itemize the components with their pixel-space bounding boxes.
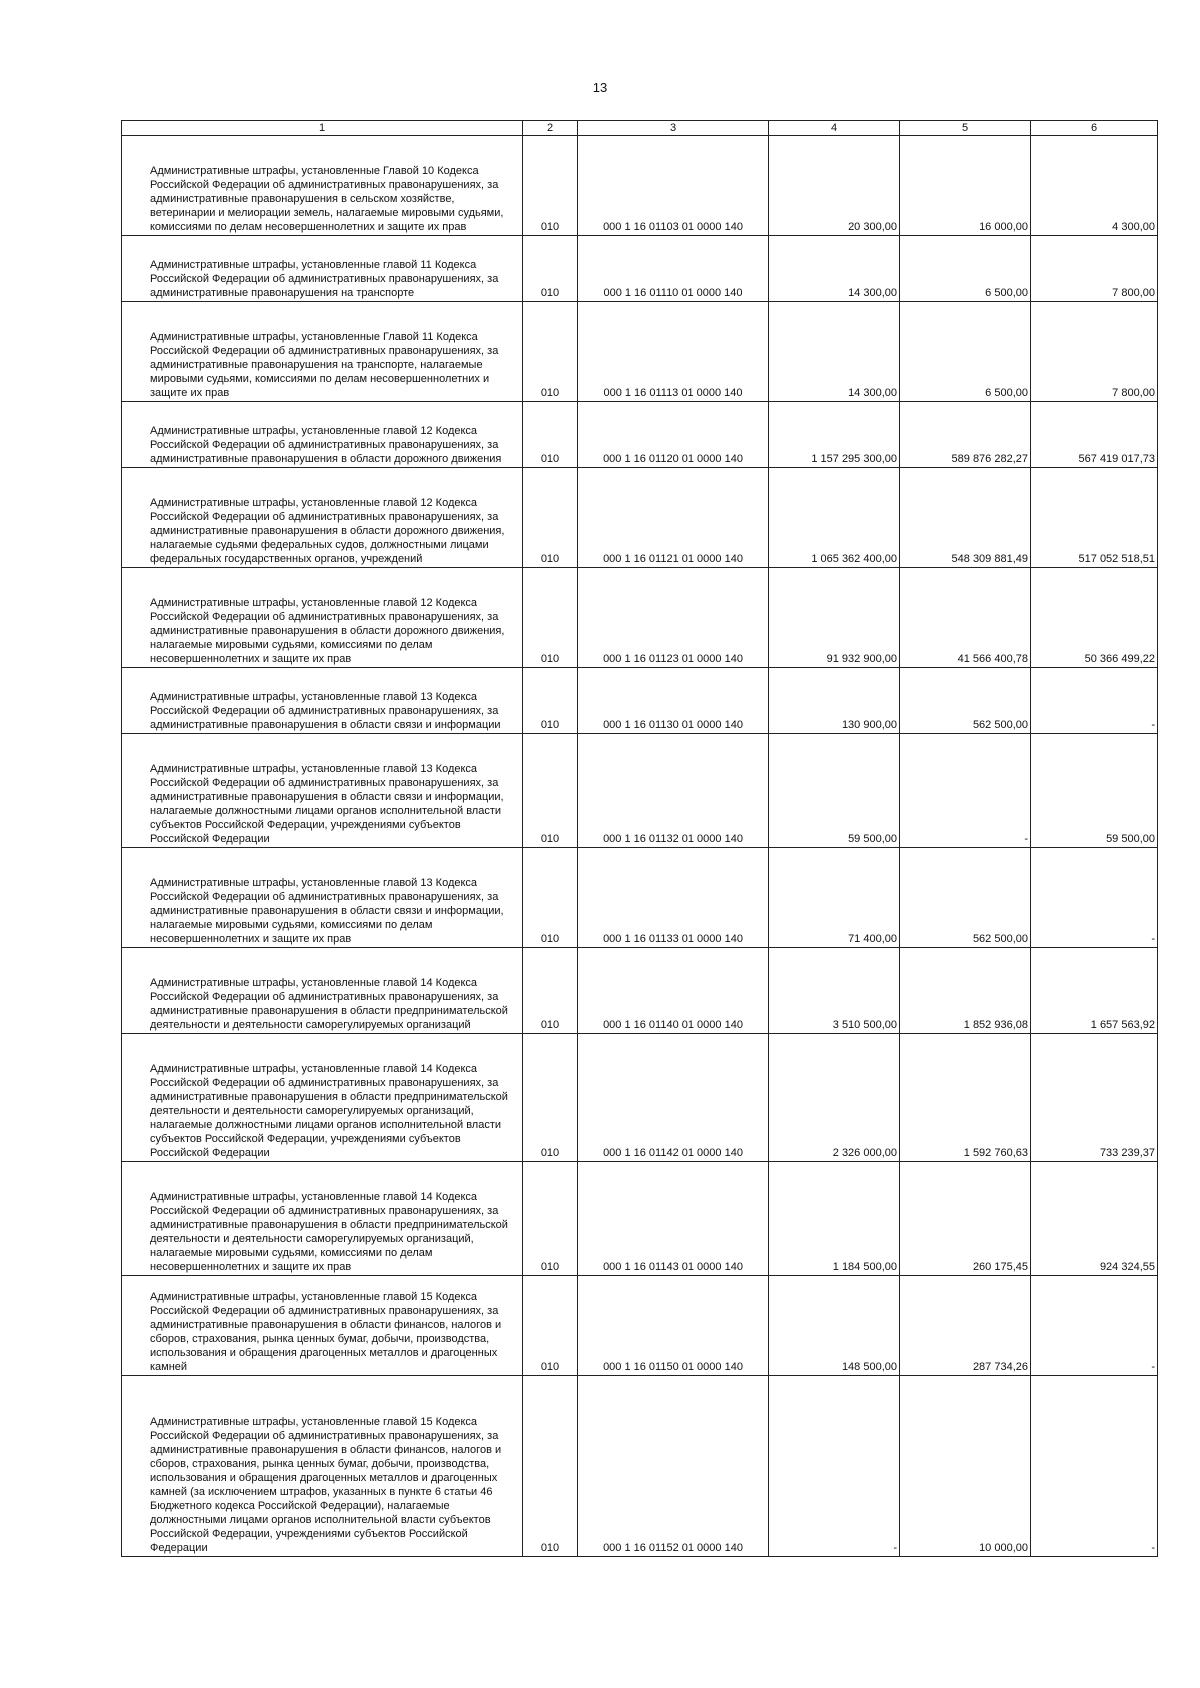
- row-col-4-value: -: [769, 1376, 900, 1557]
- row-col-6-value: -: [1031, 848, 1158, 948]
- row-col-5-value: 10 000,00: [900, 1376, 1031, 1557]
- row-line-code: 010: [523, 1376, 578, 1557]
- row-col-6-value: 7 800,00: [1031, 236, 1158, 302]
- header-col-4: 4: [769, 121, 900, 136]
- page-number: 13: [592, 80, 608, 95]
- header-col-5: 5: [900, 121, 1031, 136]
- table-row: [122, 1034, 1158, 1162]
- table-row: [122, 468, 1158, 568]
- row-budget-code: 000 1 16 01152 01 0000 140: [578, 1376, 769, 1557]
- row-description: Административные штрафы, установленные главой 15 Кодекса Российской Федерации об административных правонарушениях, за административные правонарушения в области финансов, налогов и сборов, страхования, рынка ценных бумаг, добычи, производства, использования и обращения драгоценных металлов и драгоценных камней (за исключением штрафов, указанных в пункте 6 статьи 46 Бюджетного кодекса Российской Федерации), налагаемые должностными лицами органов исполнительной власти субъектов Российской Федерации, учреждениями субъектов Российской Федерации: [122, 1376, 523, 1557]
- header-col-1: 1: [122, 121, 523, 136]
- row-description: Административные штрафы, установленные главой 13 Кодекса Российской Федерации об административных правонарушениях, за административные правонарушения в области связи и информации, налагаемые должностными лицами органов исполнительной власти субъектов Российской Федерации, учреждениями субъектов Российской Федерации: [122, 734, 523, 848]
- row-col-5-value: 6 500,00: [900, 302, 1031, 402]
- table-row: [122, 734, 1158, 848]
- table-row: [122, 668, 1158, 734]
- row-col-5-value: 562 500,00: [900, 668, 1031, 734]
- table-row: [122, 568, 1158, 668]
- row-line-code: 010: [523, 1162, 578, 1276]
- row-col-4-value: 148 500,00: [769, 1276, 900, 1376]
- header-col-6: 6: [1031, 121, 1158, 136]
- row-description: Административные штрафы, установленные главой 14 Кодекса Российской Федерации об административных правонарушениях, за административные правонарушения в области предпринимательской деятельности и деятельности саморегулируемых организаций, налагаемые мировыми судьями, комиссиями по делам несовершеннолетних и защите их прав: [122, 1162, 523, 1276]
- row-col-4-value: 14 300,00: [769, 236, 900, 302]
- row-line-code: 010: [523, 236, 578, 302]
- row-line-code: 010: [523, 568, 578, 668]
- row-budget-code: 000 1 16 01120 01 0000 140: [578, 402, 769, 468]
- row-col-4-value: 130 900,00: [769, 668, 900, 734]
- row-col-6-value: -: [1031, 1276, 1158, 1376]
- row-col-4-value: 91 932 900,00: [769, 568, 900, 668]
- row-col-6-value: 7 800,00: [1031, 302, 1158, 402]
- row-col-5-value: 16 000,00: [900, 136, 1031, 236]
- row-description: Административные штрафы, установленные главой 12 Кодекса Российской Федерации об административных правонарушениях, за административные правонарушения в области дорожного движения, налагаемые судьями федеральных судов, должностными лицами федеральных государственных органов, учреждений: [122, 468, 523, 568]
- table-row: [122, 1162, 1158, 1276]
- row-col-5-value: 589 876 282,27: [900, 402, 1031, 468]
- row-budget-code: 000 1 16 01132 01 0000 140: [578, 734, 769, 848]
- row-line-code: 010: [523, 668, 578, 734]
- row-description: Административные штрафы, установленные главой 12 Кодекса Российской Федерации об административных правонарушениях, за административные правонарушения в области дорожного движения: [122, 402, 523, 468]
- report-table: [121, 120, 1158, 1557]
- row-col-5-value: -: [900, 734, 1031, 848]
- row-description: Административные штрафы, установленные главой 15 Кодекса Российской Федерации об административных правонарушениях, за административные правонарушения в области финансов, налогов и сборов, страхования, рынка ценных бумаг, добычи, производства, использования и обращения драгоценных металлов и драгоценных камней: [122, 1276, 523, 1376]
- header-col-3: 3: [578, 121, 769, 136]
- row-col-5-value: 1 592 760,63: [900, 1034, 1031, 1162]
- row-budget-code: 000 1 16 01142 01 0000 140: [578, 1034, 769, 1162]
- row-col-5-value: 562 500,00: [900, 848, 1031, 948]
- table-row: [122, 1276, 1158, 1376]
- table-row: [122, 402, 1158, 468]
- row-col-6-value: -: [1031, 1376, 1158, 1557]
- row-description: Административные штрафы, установленные главой 12 Кодекса Российской Федерации об административных правонарушениях, за административные правонарушения в области дорожного движения, налагаемые мировыми судьями, комиссиями по делам несовершеннолетних и защите их прав: [122, 568, 523, 668]
- row-col-4-value: 2 326 000,00: [769, 1034, 900, 1162]
- row-description: Административные штрафы, установленные главой 11 Кодекса Российской Федерации об административных правонарушениях, за административные правонарушения на транспорте: [122, 236, 523, 302]
- row-budget-code: 000 1 16 01150 01 0000 140: [578, 1276, 769, 1376]
- row-col-6-value: 1 657 563,92: [1031, 948, 1158, 1034]
- row-col-4-value: 1 065 362 400,00: [769, 468, 900, 568]
- row-line-code: 010: [523, 948, 578, 1034]
- row-col-5-value: 548 309 881,49: [900, 468, 1031, 568]
- row-col-5-value: 287 734,26: [900, 1276, 1031, 1376]
- table-row: [122, 1376, 1158, 1557]
- row-col-5-value: 260 175,45: [900, 1162, 1031, 1276]
- row-budget-code: 000 1 16 01121 01 0000 140: [578, 468, 769, 568]
- row-description: Административные штрафы, установленные главой 14 Кодекса Российской Федерации об административных правонарушениях, за административные правонарушения в области предпринимательской деятельности и деятельности саморегулируемых организаций, налагаемые должностными лицами органов исполнительной власти субъектов Российской Федерации, учреждениями субъектов Российской Федерации: [122, 1034, 523, 1162]
- row-col-5-value: 6 500,00: [900, 236, 1031, 302]
- row-col-4-value: 1 184 500,00: [769, 1162, 900, 1276]
- row-line-code: 010: [523, 402, 578, 468]
- row-col-4-value: 3 510 500,00: [769, 948, 900, 1034]
- row-col-4-value: 71 400,00: [769, 848, 900, 948]
- row-col-6-value: 59 500,00: [1031, 734, 1158, 848]
- row-col-4-value: 14 300,00: [769, 302, 900, 402]
- table-body: [122, 136, 1158, 1557]
- row-col-5-value: 41 566 400,78: [900, 568, 1031, 668]
- row-col-6-value: 50 366 499,22: [1031, 568, 1158, 668]
- row-line-code: 010: [523, 302, 578, 402]
- row-col-5-value: 1 852 936,08: [900, 948, 1031, 1034]
- row-description: Административные штрафы, установленные главой 14 Кодекса Российской Федерации об административных правонарушениях, за административные правонарушения в области предпринимательской деятельности и деятельности саморегулируемых организаций: [122, 948, 523, 1034]
- row-col-6-value: 924 324,55: [1031, 1162, 1158, 1276]
- row-description: Административные штрафы, установленные главой 13 Кодекса Российской Федерации об административных правонарушениях, за административные правонарушения в области связи и информации, налагаемые мировыми судьями, комиссиями по делам несовершеннолетних и защите их прав: [122, 848, 523, 948]
- row-col-4-value: 59 500,00: [769, 734, 900, 848]
- row-budget-code: 000 1 16 01130 01 0000 140: [578, 668, 769, 734]
- row-line-code: 010: [523, 1034, 578, 1162]
- row-budget-code: 000 1 16 01143 01 0000 140: [578, 1162, 769, 1276]
- row-description: Административные штрафы, установленные Главой 11 Кодекса Российской Федерации об административных правонарушениях, за административные правонарушения на транспорте, налагаемые мировыми судьями, комиссиями по делам несовершеннолетних и защите их прав: [122, 302, 523, 402]
- row-col-6-value: 733 239,37: [1031, 1034, 1158, 1162]
- row-col-4-value: 20 300,00: [769, 136, 900, 236]
- row-budget-code: 000 1 16 01140 01 0000 140: [578, 948, 769, 1034]
- row-budget-code: 000 1 16 01133 01 0000 140: [578, 848, 769, 948]
- table-row: [122, 948, 1158, 1034]
- row-line-code: 010: [523, 734, 578, 848]
- header-col-2: 2: [523, 121, 578, 136]
- row-line-code: 010: [523, 468, 578, 568]
- row-description: Административные штрафы, установленные главой 13 Кодекса Российской Федерации об административных правонарушениях, за административные правонарушения в области связи и информации: [122, 668, 523, 734]
- row-budget-code: 000 1 16 01113 01 0000 140: [578, 302, 769, 402]
- table-row: [122, 302, 1158, 402]
- row-col-6-value: 4 300,00: [1031, 136, 1158, 236]
- row-col-6-value: 517 052 518,51: [1031, 468, 1158, 568]
- row-budget-code: 000 1 16 01110 01 0000 140: [578, 236, 769, 302]
- row-col-4-value: 1 157 295 300,00: [769, 402, 900, 468]
- row-col-6-value: 567 419 017,73: [1031, 402, 1158, 468]
- row-budget-code: 000 1 16 01103 01 0000 140: [578, 136, 769, 236]
- table-row: [122, 848, 1158, 948]
- row-description: Административные штрафы, установленные Главой 10 Кодекса Российской Федерации об административных правонарушениях, за административные правонарушения в сельском хозяйстве, ветеринарии и мелиорации земель, налагаемые мировыми судьями, комиссиями по делам несовершеннолетних и защите их прав: [122, 136, 523, 236]
- row-col-6-value: -: [1031, 668, 1158, 734]
- table-row: [122, 236, 1158, 302]
- row-budget-code: 000 1 16 01123 01 0000 140: [578, 568, 769, 668]
- row-line-code: 010: [523, 136, 578, 236]
- table-row: [122, 136, 1158, 236]
- table-header-row: [122, 121, 1158, 136]
- row-line-code: 010: [523, 848, 578, 948]
- row-line-code: 010: [523, 1276, 578, 1376]
